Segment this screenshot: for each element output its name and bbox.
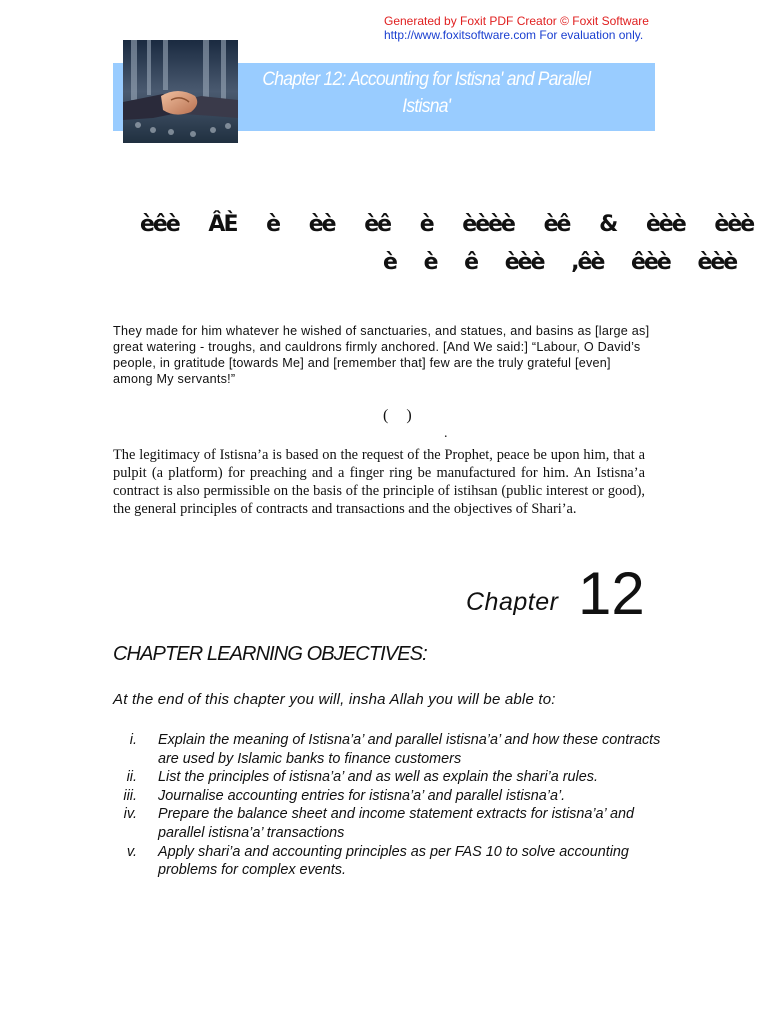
list-item-number: iv. — [123, 806, 137, 823]
chapter-label: Chapter — [466, 588, 559, 616]
foxit-watermark — [384, 14, 649, 42]
handshake-photo-icon — [123, 40, 238, 143]
verse-translation: They made for him whatever he wished of sanctuaries, and statues, and basins as [large as] great watering - troughs, and cauldrons firmly anchored. [And We said:] “Labour, O David’s people, in gratitude [towards Me] and [remember that] few are the truly grateful [even] among My servants!” — [113, 324, 650, 386]
objectives-heading: CHAPTER LEARNING OBJECTIVES: — [113, 643, 427, 665]
reference-dot: . — [444, 426, 448, 441]
chapter-title-line-2: Istisna' — [402, 96, 451, 117]
verse-reference: ( ) — [383, 407, 412, 424]
list-item-number: v. — [126, 843, 137, 860]
watermark-line-2: http://www.foxitsoftware.com For evaluation only. — [384, 28, 644, 42]
list-item-number: i. — [129, 732, 137, 748]
objectives-intro: At the end of this chapter you will, insha Allah you will be able to: — [113, 691, 556, 708]
list-item-number: iii. — [123, 787, 137, 804]
objectives-list — [113, 731, 673, 880]
legitimacy-paragraph: The legitimacy of Istisna’a is based on the request of the Prophet, peace be upon him, that a pulpit (a platform) for preaching and a finger ring be manufactured for him. An Istisna’a contract is also permissible on the basis of the principle of istihsan (public interest or good), the general principles of contracts and transactions and the objectives of Shari’a. — [113, 447, 645, 517]
list-item-text: Prepare the balance sheet and income statement extracts for istisna’a’ and parallel istisna’a’ transactions — [158, 806, 634, 841]
list-item — [113, 768, 673, 787]
chapter-title-line-1: Chapter 12: Accounting for Istisna' and Parallel — [262, 69, 591, 90]
arabic-verse-line-2: è è ê èèè ,êè êèè èèè — [383, 250, 737, 275]
chapter-title — [240, 66, 613, 120]
list-item — [113, 731, 673, 768]
list-item — [113, 787, 673, 806]
arabic-verse-line-1: èêè ÂÈ è èè èê è èèèè èê & èèè èèè — [140, 212, 754, 237]
list-item-text: Journalise accounting entries for istisna’a’ and parallel istisna’a’. — [158, 787, 566, 804]
list-item-text: List the principles of istisna’a’ and as well as explain the shari’a rules. — [158, 769, 598, 786]
list-item-text: Explain the meaning of Istisna’a’ and parallel istisna’a’ and how these contracts are used by Islamic banks to finance customers — [158, 732, 661, 767]
watermark-line-1: Generated by Foxit PDF Creator © Foxit Software — [384, 14, 649, 28]
list-item — [113, 805, 673, 842]
list-item-number: ii. — [126, 769, 137, 786]
list-item — [113, 843, 673, 880]
chapter-number: 12 — [578, 560, 645, 627]
list-item-text: Apply shari’a and accounting principles as per FAS 10 to solve accounting problems for complex events. — [158, 843, 629, 879]
